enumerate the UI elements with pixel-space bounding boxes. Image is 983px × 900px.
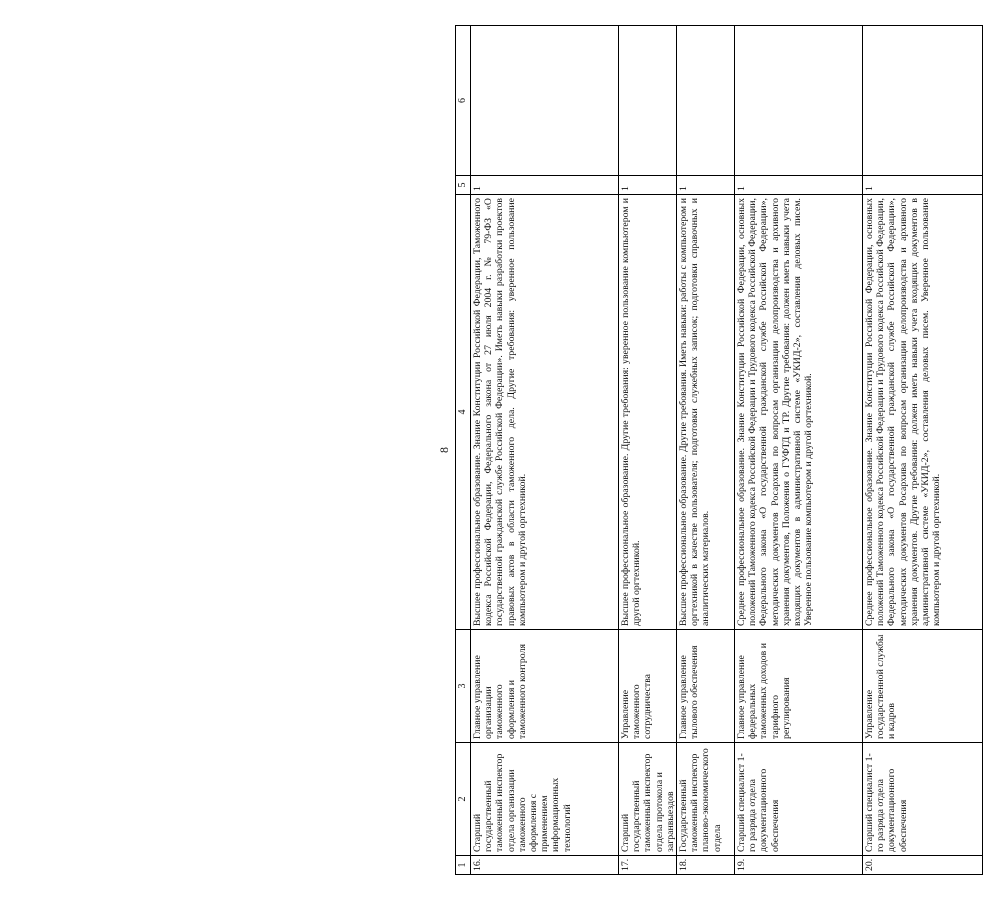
requirements-text: Высшее профессиональное образование. Знание Конституции Российской Федерации, Таможенного кодекса Российской Федерации, Федерального закона от 27 июля 2004 г. № 79-ФЗ «О государственной гражданской службе Российской Федерации». Иметь навыки разработки проектов правовых актов в области таможенного дела. Другие требования: уверенное пользование компьютером и другой оргтехникой. (471, 195, 619, 630)
department-name: Главное управление тылового обеспечения (677, 630, 735, 743)
vacancy-count: 1 (735, 176, 863, 195)
requirements-text: Высшее профессиональное образование. Другие требования. Иметь навыки: работы с компьютером и оргтехникой в качестве пользователя; подготовки служебных записок; подготовки справочных и аналитических материалов. (677, 195, 735, 630)
column-number-2: 2 (456, 743, 471, 856)
department-name: Управление таможенного сотрудничества (619, 630, 677, 743)
note-cell (677, 26, 735, 176)
row-number: 20. (863, 856, 983, 875)
vacancy-count: 1 (471, 176, 619, 195)
column-number-3: 3 (456, 630, 471, 743)
table-row (471, 26, 619, 875)
note-cell (735, 26, 863, 176)
vacancy-table (455, 25, 983, 875)
row-number: 16. (471, 856, 619, 875)
table-row (735, 26, 863, 875)
position-title: Старший государственный таможенный инспектор отдела протокола и загранвыездов (619, 743, 677, 856)
note-cell (863, 26, 983, 176)
vacancy-count: 1 (677, 176, 735, 195)
note-cell (471, 26, 619, 176)
department-name: Главное управление организации таможенного оформления и таможенного контроля (471, 630, 619, 743)
row-number: 17. (619, 856, 677, 875)
requirements-text: Среднее профессиональное образование. Знание Конституции Российской Федерации, основных положений Таможенного кодекса Российской Федерации и Трудового кодекса Российской Федерации, Федерального закона «О государственной гражданской службе Российской Федерации», методических документов Росархива по вопросам организации делопроизводства и архивного хранения документов. Другие требования: должен иметь навыки учета входящих документов в административной системе «УКИД-2», составления деловых писем. Уверенное пользование компьютером и другой оргтехникой. (863, 195, 983, 630)
position-title: Старший специалист 1-го разряда отдела документационного обеспечения (863, 743, 983, 856)
table-row (619, 26, 677, 875)
row-number: 19. (735, 856, 863, 875)
column-number-5: 5 (456, 176, 471, 195)
position-title: Старший государственный таможенный инспектор отдела организации таможенного оформления с применением информационных технологий (471, 743, 619, 856)
page-number: 8 (437, 447, 451, 453)
position-title: Старший специалист 1-го разряда отдела документационного обеспечения (735, 743, 863, 856)
row-number: 18. (677, 856, 735, 875)
column-number-1: 1 (456, 856, 471, 875)
requirements-text: Высшее профессиональное образование. Другие требования: уверенное пользование компьютером и другой оргтехникой. (619, 195, 677, 630)
note-cell (619, 26, 677, 176)
column-number-4: 4 (456, 195, 471, 630)
requirements-text: Среднее профессиональное образование. Знание Конституции Российской Федерации, основных положений Таможенного кодекса Российской Федерации и Трудового кодекса Российской Федерации, Федерального закона «О государственной гражданской службе Российской Федерации», методических документов Росархива по вопросам организации делопроизводства и архивного хранения документов, Положения о ГУФТД и ТР. Другие требования: должен иметь навыки учета входящих документов в административной системе «УКИД-2», составления деловых писем. Уверенное пользование компьютером и другой оргтехникой. (735, 195, 863, 630)
department-name: Главное управление федеральных таможенных доходов и тарифного регулирования (735, 630, 863, 743)
table-row (677, 26, 735, 875)
column-number-row (456, 26, 471, 875)
position-title: Государственный таможенный инспектор планово-экономического отдела (677, 743, 735, 856)
column-number-6: 6 (456, 26, 471, 176)
table-row (863, 26, 983, 875)
department-name: Управление государственной службы и кадров (863, 630, 983, 743)
vacancy-count: 1 (863, 176, 983, 195)
vacancy-count: 1 (619, 176, 677, 195)
